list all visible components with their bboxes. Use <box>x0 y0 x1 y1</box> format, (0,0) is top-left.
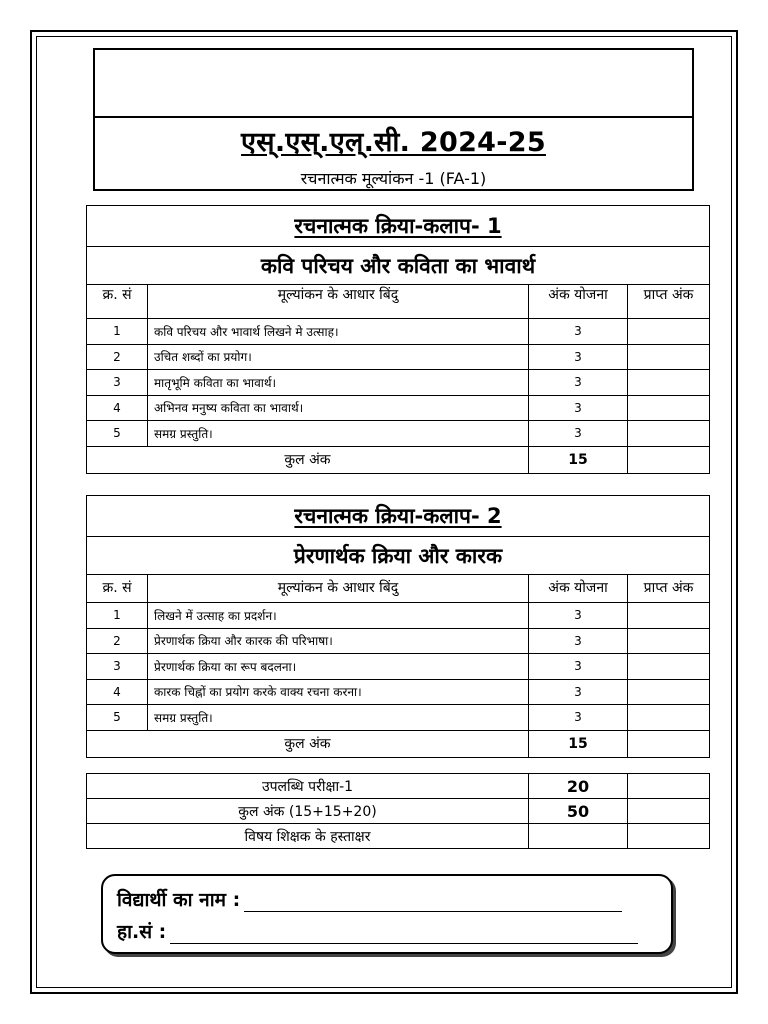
teacher-signature-cell[interactable] <box>529 824 628 849</box>
row-max-marks: 3 <box>529 319 628 345</box>
row-criteria: कवि परिचय और भावार्थ लिखने मे उत्साह। <box>148 319 529 345</box>
row-criteria: प्रेरणार्थक क्रिया का रूप बदलना। <box>148 654 529 680</box>
table-row <box>87 370 710 396</box>
col-criteria-header: मूल्यांकन के आधार बिंदु <box>148 285 529 319</box>
total-max-marks: 15 <box>529 730 628 757</box>
table-row <box>87 705 710 731</box>
row-obtained-cell[interactable] <box>628 705 710 731</box>
col-obtained-header: प्राप्त अंक <box>628 575 710 603</box>
row-criteria: उचित शब्दों का प्रयोग। <box>148 344 529 370</box>
table-row <box>87 628 710 654</box>
row-serial: 3 <box>87 654 148 680</box>
header-blank-area <box>95 50 692 118</box>
row-serial: 5 <box>87 705 148 731</box>
total-row <box>87 446 710 473</box>
row-obtained-cell[interactable] <box>628 395 710 421</box>
col-obtained-header: प्राप्त अंक <box>628 285 710 319</box>
row-max-marks: 3 <box>529 654 628 680</box>
row-obtained-cell[interactable] <box>628 603 710 629</box>
table-row <box>87 679 710 705</box>
table-header-row <box>87 575 710 603</box>
table-header-row <box>87 285 710 319</box>
summary-row <box>87 774 710 799</box>
col-criteria-header: मूल्यांकन के आधार बिंदु <box>148 575 529 603</box>
row-max-marks: 3 <box>529 603 628 629</box>
achievement-test-marks: 20 <box>529 774 628 799</box>
table-row <box>87 603 710 629</box>
activity2-title: रचनात्मक क्रिया-कलाप- 2 <box>87 496 710 537</box>
row-max-marks: 3 <box>529 370 628 396</box>
register-number-label: हा.सं : <box>117 921 167 943</box>
row-criteria: लिखने में उत्साह का प्रदर्शन। <box>148 603 529 629</box>
row-max-marks: 3 <box>529 395 628 421</box>
row-criteria: समग्र प्रस्तुति। <box>148 705 529 731</box>
grand-total-label: कुल अंक (15+15+20) <box>87 799 529 824</box>
row-serial: 3 <box>87 370 148 396</box>
row-max-marks: 3 <box>529 421 628 447</box>
total-label: कुल अंक <box>87 446 529 473</box>
total-obtained-cell[interactable] <box>628 730 710 757</box>
student-name-label: विद्यार्थी का नाम : <box>117 889 241 911</box>
row-obtained-cell[interactable] <box>628 654 710 680</box>
row-criteria: प्रेरणार्थक क्रिया और कारक की परिभाषा। <box>148 628 529 654</box>
table-row <box>87 344 710 370</box>
student-name-field[interactable] <box>244 893 622 912</box>
row-serial: 2 <box>87 628 148 654</box>
row-criteria: अभिनव मनुष्य कविता का भावार्थ। <box>148 395 529 421</box>
table-row <box>87 319 710 345</box>
row-obtained-cell[interactable] <box>628 319 710 345</box>
row-criteria: समग्र प्रस्तुति। <box>148 421 529 447</box>
exam-title: एस्.एस्.एल्.सी. 2024-25 <box>241 127 546 158</box>
row-serial: 1 <box>87 319 148 345</box>
row-criteria: मातृभूमि कविता का भावार्थ। <box>148 370 529 396</box>
total-obtained-cell[interactable] <box>628 446 710 473</box>
activity1-table <box>86 205 710 474</box>
row-obtained-cell[interactable] <box>628 628 710 654</box>
row-max-marks: 3 <box>529 344 628 370</box>
total-row <box>87 730 710 757</box>
register-number-field[interactable] <box>170 925 638 944</box>
row-serial: 4 <box>87 395 148 421</box>
row-serial: 4 <box>87 679 148 705</box>
summary-row <box>87 799 710 824</box>
header-box <box>93 48 694 191</box>
register-number-line <box>117 918 638 944</box>
teacher-signature-extra-cell[interactable] <box>628 824 710 849</box>
student-name-line <box>117 886 622 912</box>
col-max-marks-header: अंक योजना <box>529 575 628 603</box>
total-label: कुल अंक <box>87 730 529 757</box>
table-row <box>87 421 710 447</box>
student-info-box <box>101 874 673 954</box>
row-serial: 2 <box>87 344 148 370</box>
total-max-marks: 15 <box>529 446 628 473</box>
col-serial-header: क्र. सं <box>87 575 148 603</box>
grand-total-obtained-cell[interactable] <box>628 799 710 824</box>
col-max-marks-header: अंक योजना <box>529 285 628 319</box>
teacher-signature-label: विषय शिक्षक के हस्ताक्षर <box>87 824 529 849</box>
grand-total-marks: 50 <box>529 799 628 824</box>
row-max-marks: 3 <box>529 679 628 705</box>
row-max-marks: 3 <box>529 628 628 654</box>
assessment-subtitle: रचनात्मक मूल्यांकन -1 (FA-1) <box>300 169 487 188</box>
table-row <box>87 395 710 421</box>
row-obtained-cell[interactable] <box>628 344 710 370</box>
row-serial: 5 <box>87 421 148 447</box>
activity2-table <box>86 495 710 758</box>
row-obtained-cell[interactable] <box>628 421 710 447</box>
achievement-test-obtained-cell[interactable] <box>628 774 710 799</box>
row-criteria: कारक चिह्नों का प्रयोग करके वाक्य रचना करना। <box>148 679 529 705</box>
table-row <box>87 654 710 680</box>
row-obtained-cell[interactable] <box>628 370 710 396</box>
activity1-title: रचनात्मक क्रिया-कलाप- 1 <box>87 206 710 247</box>
summary-table <box>86 773 710 849</box>
summary-row <box>87 824 710 849</box>
col-serial-header: क्र. सं <box>87 285 148 319</box>
activity1-topic: कवि परिचय और कविता का भावार्थ <box>87 247 710 285</box>
row-serial: 1 <box>87 603 148 629</box>
row-obtained-cell[interactable] <box>628 679 710 705</box>
activity2-topic: प्रेरणार्थक क्रिया और कारक <box>87 537 710 575</box>
achievement-test-label: उपलब्धि परीक्षा-1 <box>87 774 529 799</box>
row-max-marks: 3 <box>529 705 628 731</box>
